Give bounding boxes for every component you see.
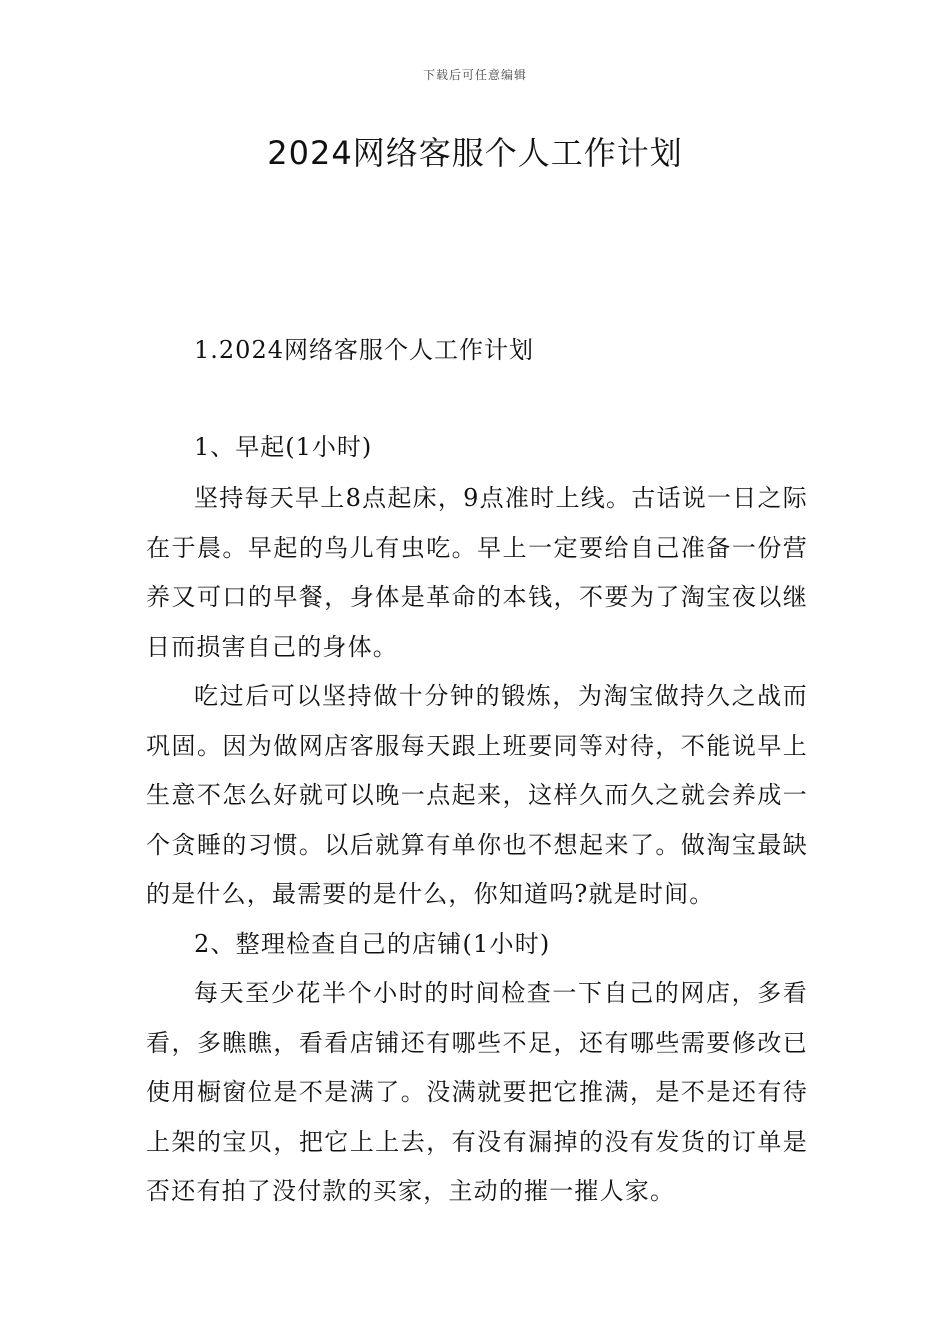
body-block-1 xyxy=(146,474,808,1217)
section-heading: 1.2024网络客服个人工作计划 xyxy=(194,336,534,364)
header-note: 下载后可任意编辑 xyxy=(422,68,527,82)
item-2-heading: 2、整理检查自己的店铺(1小时) xyxy=(194,929,551,958)
paragraph-3: 每天至少花半个小时的时间检查一下自己的网店，多看看，多瞧瞧，看看店铺还有哪些不足，还有哪些需要修改已使用橱窗位是不是满了。没满就要把它推满，是不是还有待上架的宝贝，把它上上去，有没有漏掉的没有发货的订单是否还有拍了没付款的买家，主动的摧一摧人家。 xyxy=(146,979,808,1205)
paragraph-2: 吃过后可以坚持做十分钟的锻炼，为淘宝做持久之战而巩固。因为做网店客服每天跟上班要同等对待，不能说早上生意不怎么好就可以晚一点起来，这样久而久之就会养成一个贪睡的习惯。以后就算有单你也不想起来了。做淘宝最缺的是什么，最需要的是什么，你知道吗?就是时间。 xyxy=(146,682,808,908)
paragraph-1: 坚持每天早上8点起床，9点准时上线。古话说一日之际在于晨。早起的鸟儿有虫吃。早上一定要给自己准备一份营养又可口的早餐，身体是革命的本钱，不要为了淘宝夜以继日而损害自己的身体。 xyxy=(146,484,808,661)
document-title: 2024网络客服个人工作计划 xyxy=(267,134,683,172)
item-1-heading: 1、早起(1小时) xyxy=(194,433,373,461)
